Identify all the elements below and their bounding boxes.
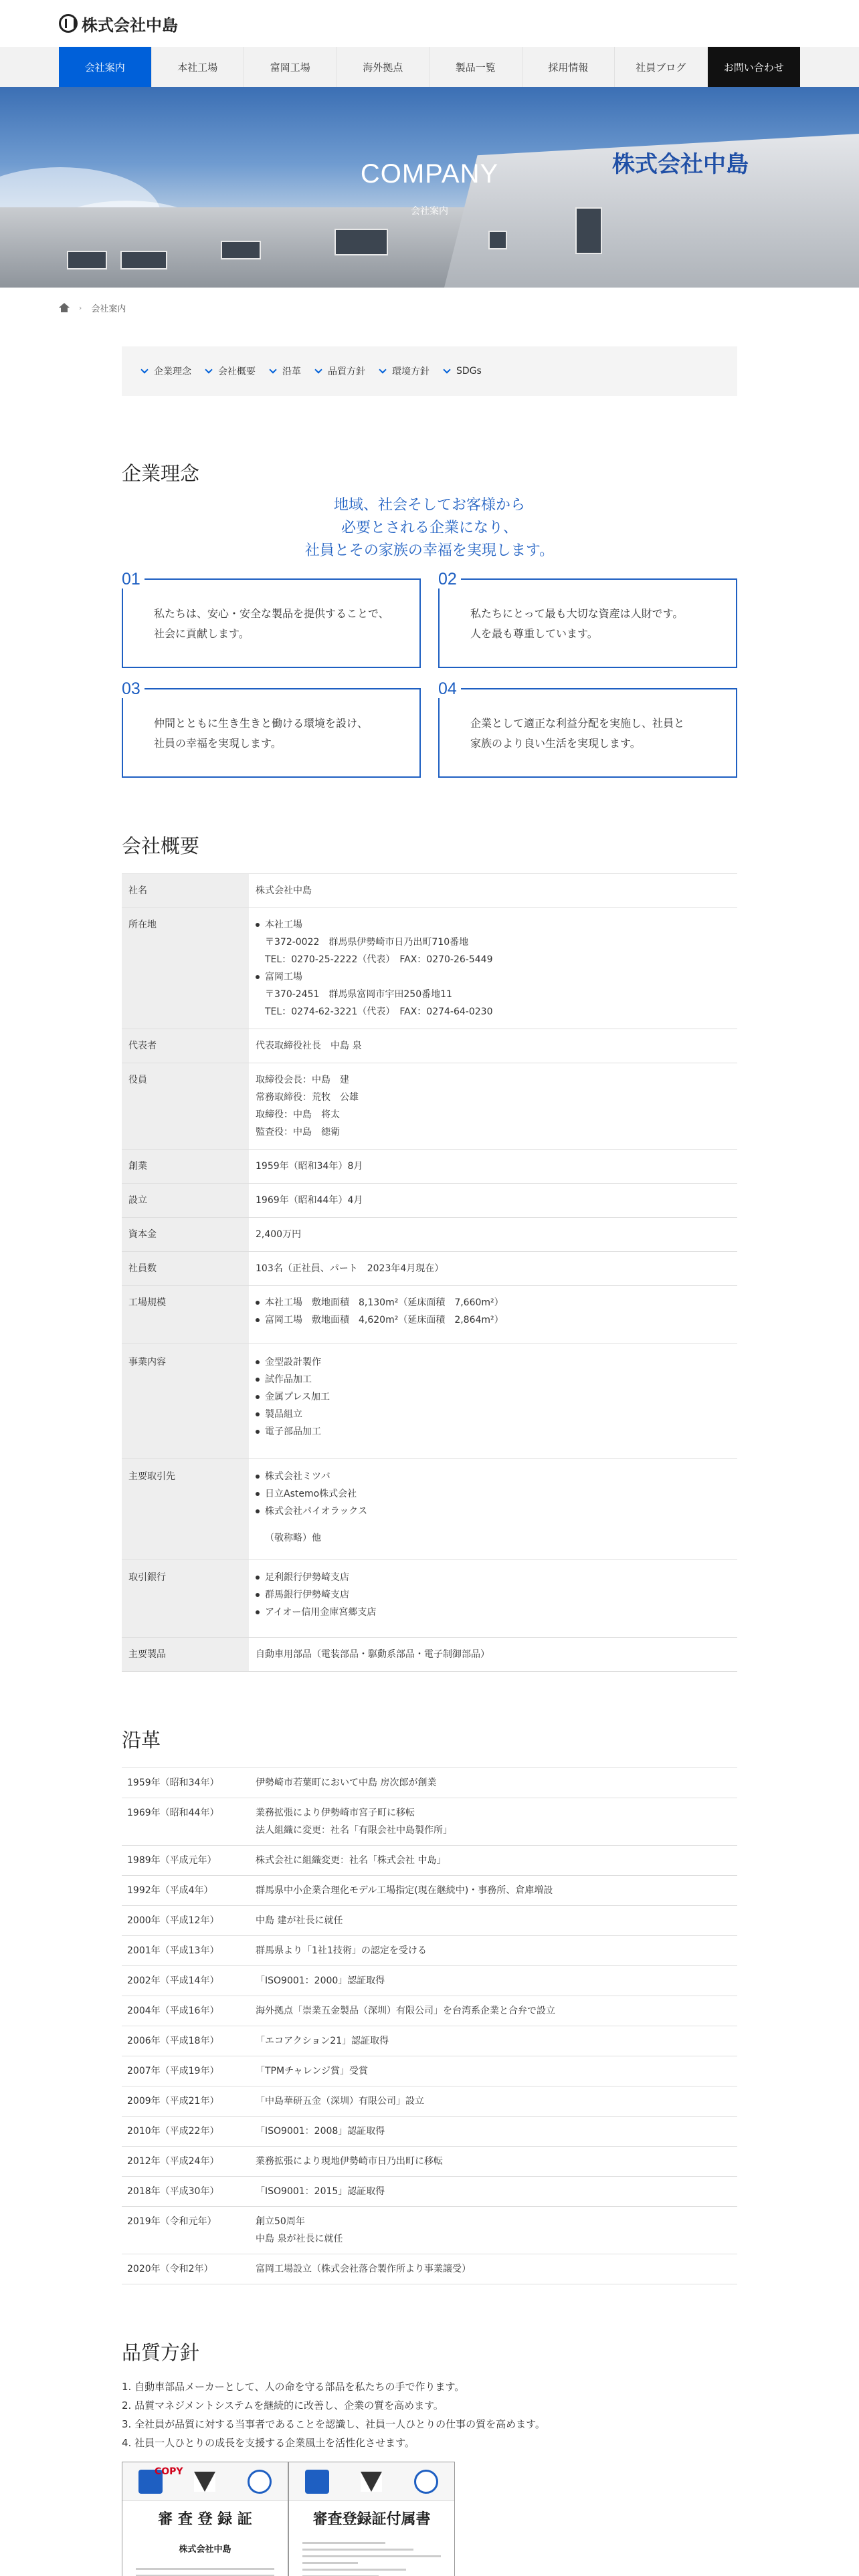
history-event-line: 創立50周年 bbox=[256, 2216, 305, 2227]
chevron-down-icon bbox=[443, 366, 450, 373]
row-value bbox=[249, 908, 737, 1029]
card-text: 私たちは、安心・安全な製品を提供することで、 bbox=[154, 607, 389, 620]
history-event-line: 群馬県より「1社1技術」の認定を受ける bbox=[256, 1945, 427, 1956]
table-row bbox=[122, 1846, 737, 1876]
anchor-environment[interactable] bbox=[380, 364, 430, 378]
anchor-overview[interactable] bbox=[206, 364, 256, 378]
breadcrumb-current: 会社案内 bbox=[91, 304, 126, 314]
hero-subtitle: 会社案内 bbox=[411, 206, 448, 217]
address-text: 〒370-2451 群馬県富岡市宇田250番地11 bbox=[265, 989, 452, 1000]
list-item: 1. 自動車部品メーカーとして、人の命を守る部品を私たちの手で作ります。 bbox=[122, 2381, 465, 2393]
history-event bbox=[250, 1996, 737, 2026]
overview-heading: 会社概要 bbox=[122, 835, 200, 857]
history-event-line: 業務拡張により現地伊勢崎市日乃出町に移転 bbox=[256, 2156, 443, 2167]
list-item: 2. 品質マネジメントシステムを継続的に改善し、企業の質を高めます。 bbox=[122, 2399, 444, 2411]
breadcrumb bbox=[0, 288, 859, 328]
table-row bbox=[122, 1966, 737, 1996]
history-event bbox=[250, 1846, 737, 1876]
table-row bbox=[122, 1459, 737, 1560]
history-event-line: 「ISO9001：2000」認証取得 bbox=[256, 1975, 385, 1986]
lead-line: 地域、社会そしてお客様から bbox=[333, 497, 525, 514]
list-item: 試作品加工 bbox=[256, 1371, 731, 1388]
officer: 常務取締役：荒牧 公雄 bbox=[256, 1092, 359, 1103]
table-row bbox=[122, 874, 737, 908]
history-year: 1969年（昭和44年） bbox=[122, 1798, 250, 1846]
table-row bbox=[122, 2147, 737, 2177]
philosophy-cards bbox=[122, 570, 737, 778]
history-event bbox=[250, 2086, 737, 2117]
history-year: 2019年（令和元年） bbox=[122, 2207, 250, 2254]
row-value: 1969年（昭和44年）4月 bbox=[249, 1184, 737, 1218]
history-year: 2004年（平成16年） bbox=[122, 1996, 250, 2026]
history-year: 2000年（平成12年） bbox=[122, 1906, 250, 1936]
list-item bbox=[256, 916, 731, 968]
list-item: 富岡工場 敷地面積 4,620m²（延床面積 2,864m²） bbox=[256, 1311, 731, 1329]
list-item: 電子部品加工 bbox=[256, 1423, 731, 1440]
jmaqa-logo-icon bbox=[414, 2470, 438, 2494]
row-label: 主要製品 bbox=[122, 1638, 249, 1672]
lead-line: 必要とされる企業になり、 bbox=[341, 520, 518, 536]
row-label: 創業 bbox=[122, 1150, 249, 1184]
row-label: 社員数 bbox=[122, 1252, 249, 1286]
table-row bbox=[122, 2117, 737, 2147]
hero-title: COMPANY bbox=[360, 159, 499, 189]
history-year: 2020年（令和2年） bbox=[122, 2254, 250, 2284]
history-event-line: 富岡工場設立（株式会社落合製作所より事業譲受） bbox=[256, 2264, 471, 2274]
table-row bbox=[122, 908, 737, 1029]
breadcrumb-separator: › bbox=[79, 303, 82, 312]
anchor-label: 環境方針 bbox=[392, 366, 430, 377]
lead-line: 社員とその家族の幸福を実現します。 bbox=[304, 542, 555, 559]
history-event-line: 伊勢崎市若葉町において中島 房次郎が創業 bbox=[256, 1778, 437, 1788]
card-text: 社員の幸福を実現します。 bbox=[154, 737, 282, 750]
history-year: 2018年（平成30年） bbox=[122, 2177, 250, 2207]
history-event-line: 海外拠点「崇業五金製品（深圳）有限公司」を台湾系企業と合弁で設立 bbox=[256, 2006, 555, 2016]
philosophy-heading: 企業理念 bbox=[122, 462, 200, 485]
window-shape bbox=[335, 229, 388, 255]
nav-item-products[interactable]: 製品一覧 bbox=[430, 47, 522, 87]
jab-logo-icon bbox=[305, 2470, 329, 2494]
certificate-body-text bbox=[136, 2568, 274, 2576]
history-year: 2010年（平成22年） bbox=[122, 2117, 250, 2147]
table-row bbox=[122, 1029, 737, 1063]
chevron-down-icon bbox=[379, 366, 386, 373]
table-row bbox=[122, 2086, 737, 2117]
address-name: 本社工場 bbox=[265, 920, 302, 930]
list-item: 4. 社員一人ひとりの成長を支援する企業風土を活性化させます。 bbox=[122, 2437, 415, 2449]
table-row bbox=[122, 2207, 737, 2254]
history-event bbox=[250, 1966, 737, 1996]
anchor-philosophy[interactable] bbox=[142, 364, 191, 378]
section-anchor-nav bbox=[122, 346, 737, 396]
history-event-line: 「ISO9001：2015」認証取得 bbox=[256, 2186, 385, 2197]
history-event-line: 業務拡張により伊勢崎市宮子町に移転 bbox=[256, 1808, 415, 1818]
window-shape bbox=[120, 251, 167, 270]
list-item: 金型設計製作 bbox=[256, 1354, 731, 1371]
anchor-sdgs[interactable] bbox=[444, 366, 482, 377]
table-row bbox=[122, 1286, 737, 1344]
row-value: 2,400万円 bbox=[249, 1218, 737, 1252]
table-row bbox=[122, 1906, 737, 1936]
history-event bbox=[250, 2177, 737, 2207]
hero-banner bbox=[0, 87, 859, 288]
officer: 監査役：中島 徳衛 bbox=[256, 1127, 340, 1138]
anchor-label: 企業理念 bbox=[154, 366, 191, 377]
philosophy-card bbox=[122, 679, 421, 778]
history-event-line: 「ISO9001：2008」認証取得 bbox=[256, 2126, 385, 2137]
row-label: 役員 bbox=[122, 1063, 249, 1150]
history-year: 2002年（平成14年） bbox=[122, 1966, 250, 1996]
history-event bbox=[250, 2147, 737, 2177]
overview-table bbox=[122, 873, 737, 1672]
table-row bbox=[122, 1218, 737, 1252]
list-item: 製品組立 bbox=[256, 1406, 731, 1423]
accreditation-mark-icon bbox=[194, 2472, 215, 2492]
list-item: 日立Astemo株式会社 bbox=[256, 1485, 731, 1503]
history-event-line: 法人組織に変更：社名「有限会社中島製作所」 bbox=[256, 1825, 452, 1836]
quality-policy-list bbox=[122, 2377, 737, 2452]
list-item: 株式会社ミツバ bbox=[256, 1468, 731, 1485]
certificate-title: 審 査 登 録 証 bbox=[158, 2511, 252, 2528]
nav-item-recruit[interactable]: 採用情報 bbox=[522, 47, 615, 87]
card-text: 人を最も尊重しています。 bbox=[470, 627, 598, 640]
certificate-registration[interactable] bbox=[122, 2462, 288, 2576]
main-content bbox=[122, 346, 737, 2576]
row-label: 取引銀行 bbox=[122, 1560, 249, 1638]
certificate-title: 審査登録証付属書 bbox=[312, 2511, 431, 2528]
history-event-line: 「TPMチャレンジ賞」受賞 bbox=[256, 2066, 368, 2076]
history-event bbox=[250, 2254, 737, 2284]
history-year: 2009年（平成21年） bbox=[122, 2086, 250, 2117]
row-value: 代表取締役社長 中島 泉 bbox=[249, 1029, 737, 1063]
table-row bbox=[122, 1560, 737, 1638]
list-item bbox=[256, 968, 731, 1021]
global-nav bbox=[0, 47, 859, 87]
history-heading: 沿革 bbox=[122, 1729, 161, 1751]
history-event bbox=[250, 2056, 737, 2086]
history-event-line: 中島 泉が社長に就任 bbox=[256, 2234, 343, 2244]
history-table bbox=[122, 1767, 737, 2284]
list-item: 本社工場 敷地面積 8,130m²（延床面積 7,660m²） bbox=[256, 1294, 731, 1311]
table-row bbox=[122, 1150, 737, 1184]
card-number: 01 bbox=[122, 570, 145, 588]
officer: 取締役：中島 将太 bbox=[256, 1109, 340, 1120]
table-row bbox=[122, 1252, 737, 1286]
card-text: 仲間とともに生き生きと働ける環境を設け、 bbox=[154, 717, 369, 730]
row-value bbox=[249, 1286, 737, 1344]
window-shape bbox=[67, 251, 107, 270]
home-icon[interactable] bbox=[59, 303, 70, 312]
card-text: 家族のより良い生活を実現します。 bbox=[470, 737, 641, 750]
card-number: 02 bbox=[438, 570, 461, 588]
philosophy-card bbox=[438, 570, 737, 668]
card-number: 03 bbox=[122, 679, 145, 698]
anchor-quality[interactable] bbox=[316, 364, 365, 378]
building-sign: 株式会社中島 bbox=[612, 151, 749, 178]
history-event bbox=[250, 1768, 737, 1798]
row-value bbox=[249, 1063, 737, 1150]
chevron-down-icon bbox=[140, 366, 148, 373]
nav-item-blog[interactable]: 社員ブログ bbox=[615, 47, 708, 87]
history-year: 2001年（平成13年） bbox=[122, 1936, 250, 1966]
history-event bbox=[250, 2207, 737, 2254]
table-row bbox=[122, 2177, 737, 2207]
history-year: 2007年（平成19年） bbox=[122, 2056, 250, 2086]
anchor-label: 沿革 bbox=[282, 366, 301, 377]
list-item: アイオー信用金庫宮郷支店 bbox=[256, 1604, 731, 1621]
history-event-line: 中島 建が社長に就任 bbox=[256, 1915, 343, 1926]
chevron-down-icon bbox=[314, 366, 322, 373]
row-value: 1959年（昭和34年）8月 bbox=[249, 1150, 737, 1184]
history-event bbox=[250, 2117, 737, 2147]
table-row bbox=[122, 1638, 737, 1672]
row-label: 設立 bbox=[122, 1184, 249, 1218]
history-event bbox=[250, 1936, 737, 1966]
clients-note: （敬称略）他 bbox=[265, 1533, 321, 1543]
card-text: 企業として適正な利益分配を実施し、社員と bbox=[470, 717, 685, 730]
table-row bbox=[122, 2026, 737, 2056]
nav-item-head-factory[interactable]: 本社工場 bbox=[152, 47, 245, 87]
certificate-images bbox=[122, 2462, 737, 2576]
table-row bbox=[122, 1798, 737, 1846]
table-row bbox=[122, 2056, 737, 2086]
row-label: 事業内容 bbox=[122, 1344, 249, 1459]
table-row bbox=[122, 2254, 737, 2284]
chevron-down-icon bbox=[205, 366, 212, 373]
company-logo[interactable] bbox=[59, 12, 178, 35]
row-value bbox=[249, 1344, 737, 1459]
history-event-line: 「エコアクション21」認証取得 bbox=[256, 2036, 389, 2046]
row-value: 103名（正社員、パート 2023年4月現在） bbox=[249, 1252, 737, 1286]
jmaqa-logo-icon bbox=[248, 2470, 272, 2494]
list-item: 足利銀行伊勢崎支店 bbox=[256, 1569, 731, 1586]
row-value bbox=[249, 1459, 737, 1560]
accreditation-mark-icon bbox=[361, 2472, 382, 2492]
philosophy-card bbox=[438, 679, 737, 778]
window-shape bbox=[488, 231, 507, 249]
certificate-company: 株式会社中島 bbox=[179, 2545, 231, 2555]
row-label: 資本金 bbox=[122, 1218, 249, 1252]
address-phone: TEL：0270-25-2222（代表） FAX：0270-26-5449 bbox=[265, 954, 493, 965]
card-text: 社会に貢献します。 bbox=[154, 627, 250, 640]
history-event-line: 株式会社に組織変更：社名「株式会社 中島」 bbox=[256, 1855, 446, 1866]
nav-item-contact[interactable]: お問い合わせ bbox=[708, 47, 801, 87]
anchor-history[interactable] bbox=[270, 364, 301, 378]
table-row bbox=[122, 1996, 737, 2026]
chevron-down-icon bbox=[269, 366, 276, 373]
history-event bbox=[250, 1798, 737, 1846]
row-label: 社名 bbox=[122, 874, 249, 908]
history-year: 1959年（昭和34年） bbox=[122, 1768, 250, 1798]
history-event-line: 群馬県中小企業合理化モデル工場指定(現在継続中)・事務所、倉庫増設 bbox=[256, 1885, 553, 1896]
card-text: 私たちにとって最も大切な資産は人財です。 bbox=[470, 607, 684, 620]
row-label: 所在地 bbox=[122, 908, 249, 1029]
history-event-line: 「中島華研五金（深圳）有限公司」設立 bbox=[256, 2096, 424, 2107]
row-label: 主要取引先 bbox=[122, 1459, 249, 1560]
logo-mark-icon bbox=[59, 14, 78, 33]
history-event bbox=[250, 1876, 737, 1906]
table-row bbox=[122, 1876, 737, 1906]
philosophy-card bbox=[122, 570, 421, 668]
history-year: 2012年（平成24年） bbox=[122, 2147, 250, 2177]
table-row bbox=[122, 1344, 737, 1459]
nav-item-company[interactable]: 会社案内 bbox=[59, 47, 152, 87]
row-value: 自動車用部品（電装部品・駆動系部品・電子制御部品） bbox=[249, 1638, 737, 1672]
list-item: 金属プレス加工 bbox=[256, 1388, 731, 1406]
history-event bbox=[250, 2026, 737, 2056]
window-shape bbox=[221, 241, 261, 259]
nav-item-tomioka-factory[interactable]: 富岡工場 bbox=[244, 47, 337, 87]
row-value bbox=[249, 1560, 737, 1638]
row-label: 代表者 bbox=[122, 1029, 249, 1063]
certificate-appendix[interactable] bbox=[288, 2462, 455, 2576]
anchor-label: 品質方針 bbox=[328, 366, 365, 377]
table-row bbox=[122, 1768, 737, 1798]
certificate-body-text bbox=[302, 2542, 441, 2576]
philosophy-lead bbox=[122, 494, 737, 562]
nav-item-overseas[interactable]: 海外拠点 bbox=[337, 47, 430, 87]
table-row bbox=[122, 1184, 737, 1218]
table-row bbox=[122, 1936, 737, 1966]
copy-stamp: COPY bbox=[155, 2466, 183, 2477]
logo-text: 株式会社中島 bbox=[82, 15, 178, 35]
address-name: 富岡工場 bbox=[265, 972, 302, 982]
row-value: 株式会社中島 bbox=[249, 874, 737, 908]
certificate-header bbox=[289, 2462, 454, 2501]
card-number: 04 bbox=[438, 679, 461, 698]
list-item: 群馬銀行伊勢崎支店 bbox=[256, 1586, 731, 1604]
site-header bbox=[0, 0, 859, 47]
anchor-label: SDGs bbox=[456, 366, 482, 377]
address-phone: TEL：0274-62-3221（代表） FAX：0274-64-0230 bbox=[265, 1006, 493, 1017]
row-label: 工場規模 bbox=[122, 1286, 249, 1344]
certificate-header bbox=[122, 2462, 288, 2501]
table-row bbox=[122, 1063, 737, 1150]
history-event bbox=[250, 1906, 737, 1936]
history-year: 2006年（平成18年） bbox=[122, 2026, 250, 2056]
anchor-label: 会社概要 bbox=[218, 366, 256, 377]
list-item: 株式会社パイオラックス bbox=[256, 1503, 731, 1520]
history-year: 1992年（平成4年） bbox=[122, 1876, 250, 1906]
officer: 取締役会長：中島 建 bbox=[256, 1075, 349, 1085]
list-item: 3. 全社員が品質に対する当事者であることを認識し、社員一人ひとりの仕事の質を高めます。 bbox=[122, 2418, 545, 2430]
address-text: 〒372-0022 群馬県伊勢崎市日乃出町710番地 bbox=[265, 937, 469, 948]
quality-heading: 品質方針 bbox=[122, 2341, 200, 2364]
history-year: 1989年（平成元年） bbox=[122, 1846, 250, 1876]
